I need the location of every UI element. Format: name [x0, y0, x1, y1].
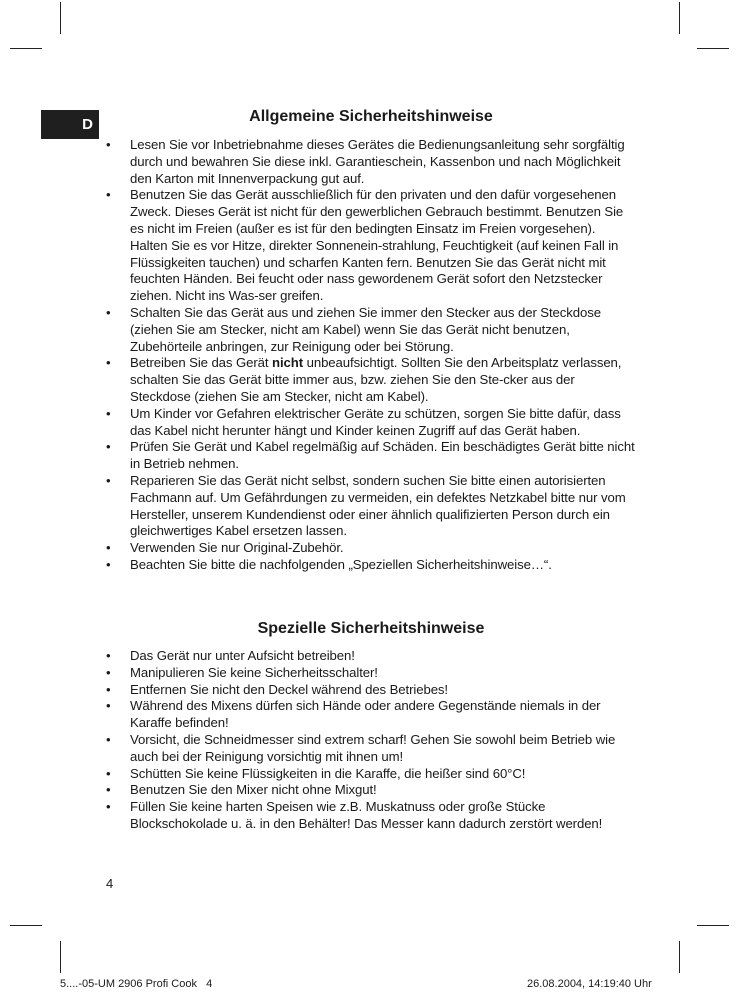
crop-mark [697, 48, 729, 49]
list-item: • Das Gerät nur unter Aufsicht betreiben! [106, 648, 355, 663]
list-item: • Während des Mixens dürfen sich Hände oder andere Gegenstände niemals in der Karaffe befinden! [106, 698, 601, 731]
special-safety-list [106, 648, 636, 833]
general-safety-list [106, 137, 636, 574]
crop-mark [697, 925, 729, 926]
list-item: • Benutzen Sie das Gerät ausschließlich für den privaten und den dafür vorgesehenen Zweck. Dieses Gerät ist nicht für den gewerblichen Gebrauch bestimmt. Benutzen Sie es nicht im Freien (außer es ist für den bedingten Einsatz im Freien vorgesehen). Halten Sie es vor Hitze, direkter Sonnenein-strahlung, Feuchtigkeit (auf keinen Fall in Flüssigkeiten tauchen) und scharfen Kanten fern. Benutzen Sie das Gerät nicht mit feuchten Händen. Bei feucht oder nass gewordenem Gerät sofort den Netzstecker ziehen. Nicht ins Was-ser greifen. [106, 187, 624, 304]
crop-mark [679, 941, 680, 973]
bullet-icon: • [106, 698, 111, 714]
list-item: • Beachten Sie bitte die nachfolgenden „Speziellen Sicherheitshinweise…“. [106, 556, 552, 572]
list-item: • Entfernen Sie nicht den Deckel während des Betriebes! [106, 681, 448, 697]
crop-mark [10, 925, 42, 926]
bullet-icon: • [106, 355, 111, 371]
footer-file-info: 5....-05-UM 2906 Profi Cook 4 [60, 978, 213, 990]
emphasis-text: nicht [272, 355, 304, 371]
list-item: • Prüfen Sie Gerät und Kabel regelmäßig auf Schäden. Ein beschädigtes Gerät bitte nicht in Betrieb nehmen. [106, 439, 635, 472]
crop-mark [60, 941, 61, 973]
bullet-icon: • [106, 664, 111, 680]
list-item: • Verwenden Sie nur Original-Zubehör. [106, 540, 344, 556]
bullet-icon: • [106, 681, 111, 697]
bullet-icon: • [106, 187, 111, 203]
bullet-icon: • [106, 137, 111, 152]
list-item: • Um Kinder vor Gefahren elektrischer Geräte zu schützen, sorgen Sie bitte dafür, dass das Kabel nicht herunter hängt und Kinder keinen Zugriff auf das Gerät haben. [106, 405, 621, 438]
list-item: • Lesen Sie vor Inbetriebnahme dieses Gerätes die Bedienungsanleitung sehr sorgfältig durch und bewahren Sie diese inkl. Garantieschein, Kassenbon und nach Möglichkeit den Karton mit Innenverpackung gut auf. [106, 137, 625, 186]
footer-timestamp: 26.08.2004, 14:19:40 Uhr [527, 978, 652, 990]
bullet-icon: • [106, 540, 111, 556]
list-item: • Schalten Sie das Gerät aus und ziehen Sie immer den Stecker aus der Steckdose (ziehen Sie am Stecker, nicht am Kabel) wenn Sie das Gerät nicht benutzen, Zubehörteile anbringen, zur Reinigung oder bei Störung. [106, 304, 601, 354]
bullet-icon: • [106, 799, 111, 815]
list-item: • Betreiben Sie das Gerät nicht unbeaufsichtigt. Sollten Sie den Arbeitsplatz verlassen, schalten Sie das Gerät bitte immer aus, bzw. ziehen Sie den Ste-cker aus der Steckdose (ziehen Sie am Stecker, nicht am Kabel). [106, 355, 622, 404]
bullet-icon: • [106, 782, 111, 798]
bullet-icon: • [106, 731, 111, 747]
page-number: 4 [106, 876, 114, 891]
list-item: • Füllen Sie keine harten Speisen wie z.B. Muskatnuss oder große Stücke Blockschokolade u. ä. in den Behälter! Das Messer kann dadurch zerstört werden! [106, 799, 603, 831]
section-heading-general: Allgemeine Sicherheitshinweise [249, 108, 493, 125]
bullet-icon: • [106, 472, 111, 488]
bullet-icon: • [106, 556, 111, 572]
bullet-icon: • [106, 439, 111, 455]
list-item: • Benutzen Sie den Mixer nicht ohne Mixgut! [106, 782, 377, 798]
language-tab: D [41, 110, 99, 139]
list-item: • Reparieren Sie das Gerät nicht selbst, sondern suchen Sie bitte einen autorisierten Fachmann auf. Um Gefährdungen zu vermeiden, ein defektes Netzkabel bitte nur vom Hersteller, unserem Kundendienst oder einer ähnlich qualifizierten Person durch ein gleichwertiges Kabel ersetzen lassen. [106, 472, 626, 539]
bullet-icon: • [106, 765, 111, 781]
list-item: • Manipulieren Sie keine Sicherheitsschalter! [106, 664, 378, 680]
bullet-icon: • [106, 648, 111, 663]
bullet-icon: • [106, 405, 111, 421]
section-heading-special: Spezielle Sicherheitshinweise [257, 620, 485, 637]
list-item: • Vorsicht, die Schneidmesser sind extrem scharf! Gehen Sie sowohl beim Betrieb wie auch bei der Reinigung vorsichtig mit ihnen um! [106, 731, 616, 764]
crop-mark [60, 2, 61, 34]
crop-mark [10, 48, 42, 49]
list-item: • Schütten Sie keine Flüssigkeiten in die Karaffe, die heißer sind 60°C! [106, 765, 526, 781]
crop-mark [679, 2, 680, 34]
bullet-icon: • [106, 304, 111, 320]
